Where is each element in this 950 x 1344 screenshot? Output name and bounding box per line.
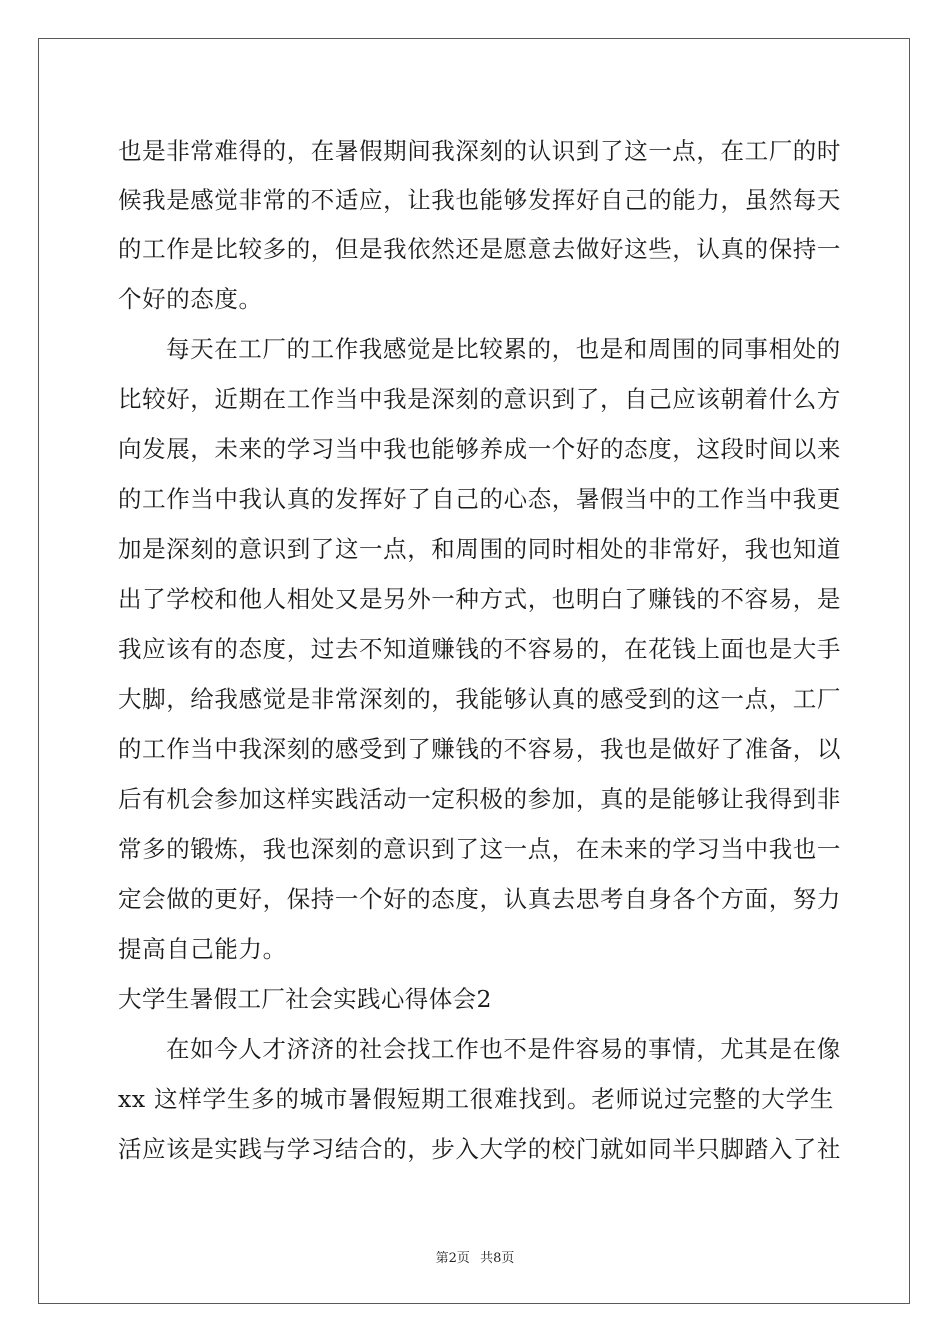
paragraph-line: 的工作当中我认真的发挥好了自己的心态，暑假当中的工作当中我更 [118, 485, 841, 513]
paragraph-line: 的工作当中我深刻的感受到了赚钱的不容易，我也是做好了准备，以 [118, 735, 841, 763]
paragraph-line: 大脚，给我感觉是非常深刻的，我能够认真的感受到的这一点，工厂 [118, 685, 841, 713]
paragraph-line: 定会做的更好，保持一个好的态度，认真去思考自身各个方面，努力 [118, 885, 841, 913]
paragraph-line: 加是深刻的意识到了这一点，和周围的同时相处的非常好，我也知道 [118, 535, 841, 563]
paragraph-line: 在如今人才济济的社会找工作也不是件容易的事情，尤其是在像 [166, 1035, 841, 1063]
page-total: 共8页 [480, 1251, 515, 1266]
paragraph-line: 后有机会参加这样实践活动一定积极的参加，真的是能够让我得到非 [118, 785, 841, 813]
paragraph-line: 向发展，未来的学习当中我也能够养成一个好的态度，这段时间以来 [118, 435, 841, 463]
page-number: 第2页 [435, 1251, 470, 1266]
paragraph-line: 活应该是实践与学习结合的，步入大学的校门就如同半只脚踏入了社 [118, 1135, 841, 1163]
paragraph-line: 个好的态度。 [118, 285, 263, 313]
paragraph-line: 我应该有的态度，过去不知道赚钱的不容易的，在花钱上面也是大手 [118, 635, 841, 663]
page-border [38, 38, 910, 1304]
paragraph-line: 提高自己能力。 [118, 935, 287, 963]
paragraph-line: 也是非常难得的，在暑假期间我深刻的认识到了这一点，在工厂的时 [118, 137, 841, 165]
paragraph-line: 出了学校和他人相处又是另外一种方式，也明白了赚钱的不容易，是 [118, 585, 841, 613]
paragraph-line: 比较好，近期在工作当中我是深刻的意识到了，自己应该朝着什么方 [118, 385, 841, 413]
paragraph-line: 常多的锻炼，我也深刻的意识到了这一点，在未来的学习当中我也一 [118, 835, 841, 863]
paragraph-line: xx 这样学生多的城市暑假短期工很难找到。老师说过完整的大学生 [118, 1085, 834, 1113]
page-footer [0, 1247, 950, 1266]
paragraph-line: 每天在工厂的工作我感觉是比较累的，也是和周围的同事相处的 [166, 335, 841, 363]
paragraph-line: 候我是感觉非常的不适应，让我也能够发挥好自己的能力，虽然每天 [118, 186, 841, 214]
section-heading: 大学生暑假工厂社会实践心得体会2 [118, 985, 492, 1013]
paragraph-line: 的工作是比较多的，但是我依然还是愿意去做好这些，认真的保持一 [118, 235, 841, 263]
